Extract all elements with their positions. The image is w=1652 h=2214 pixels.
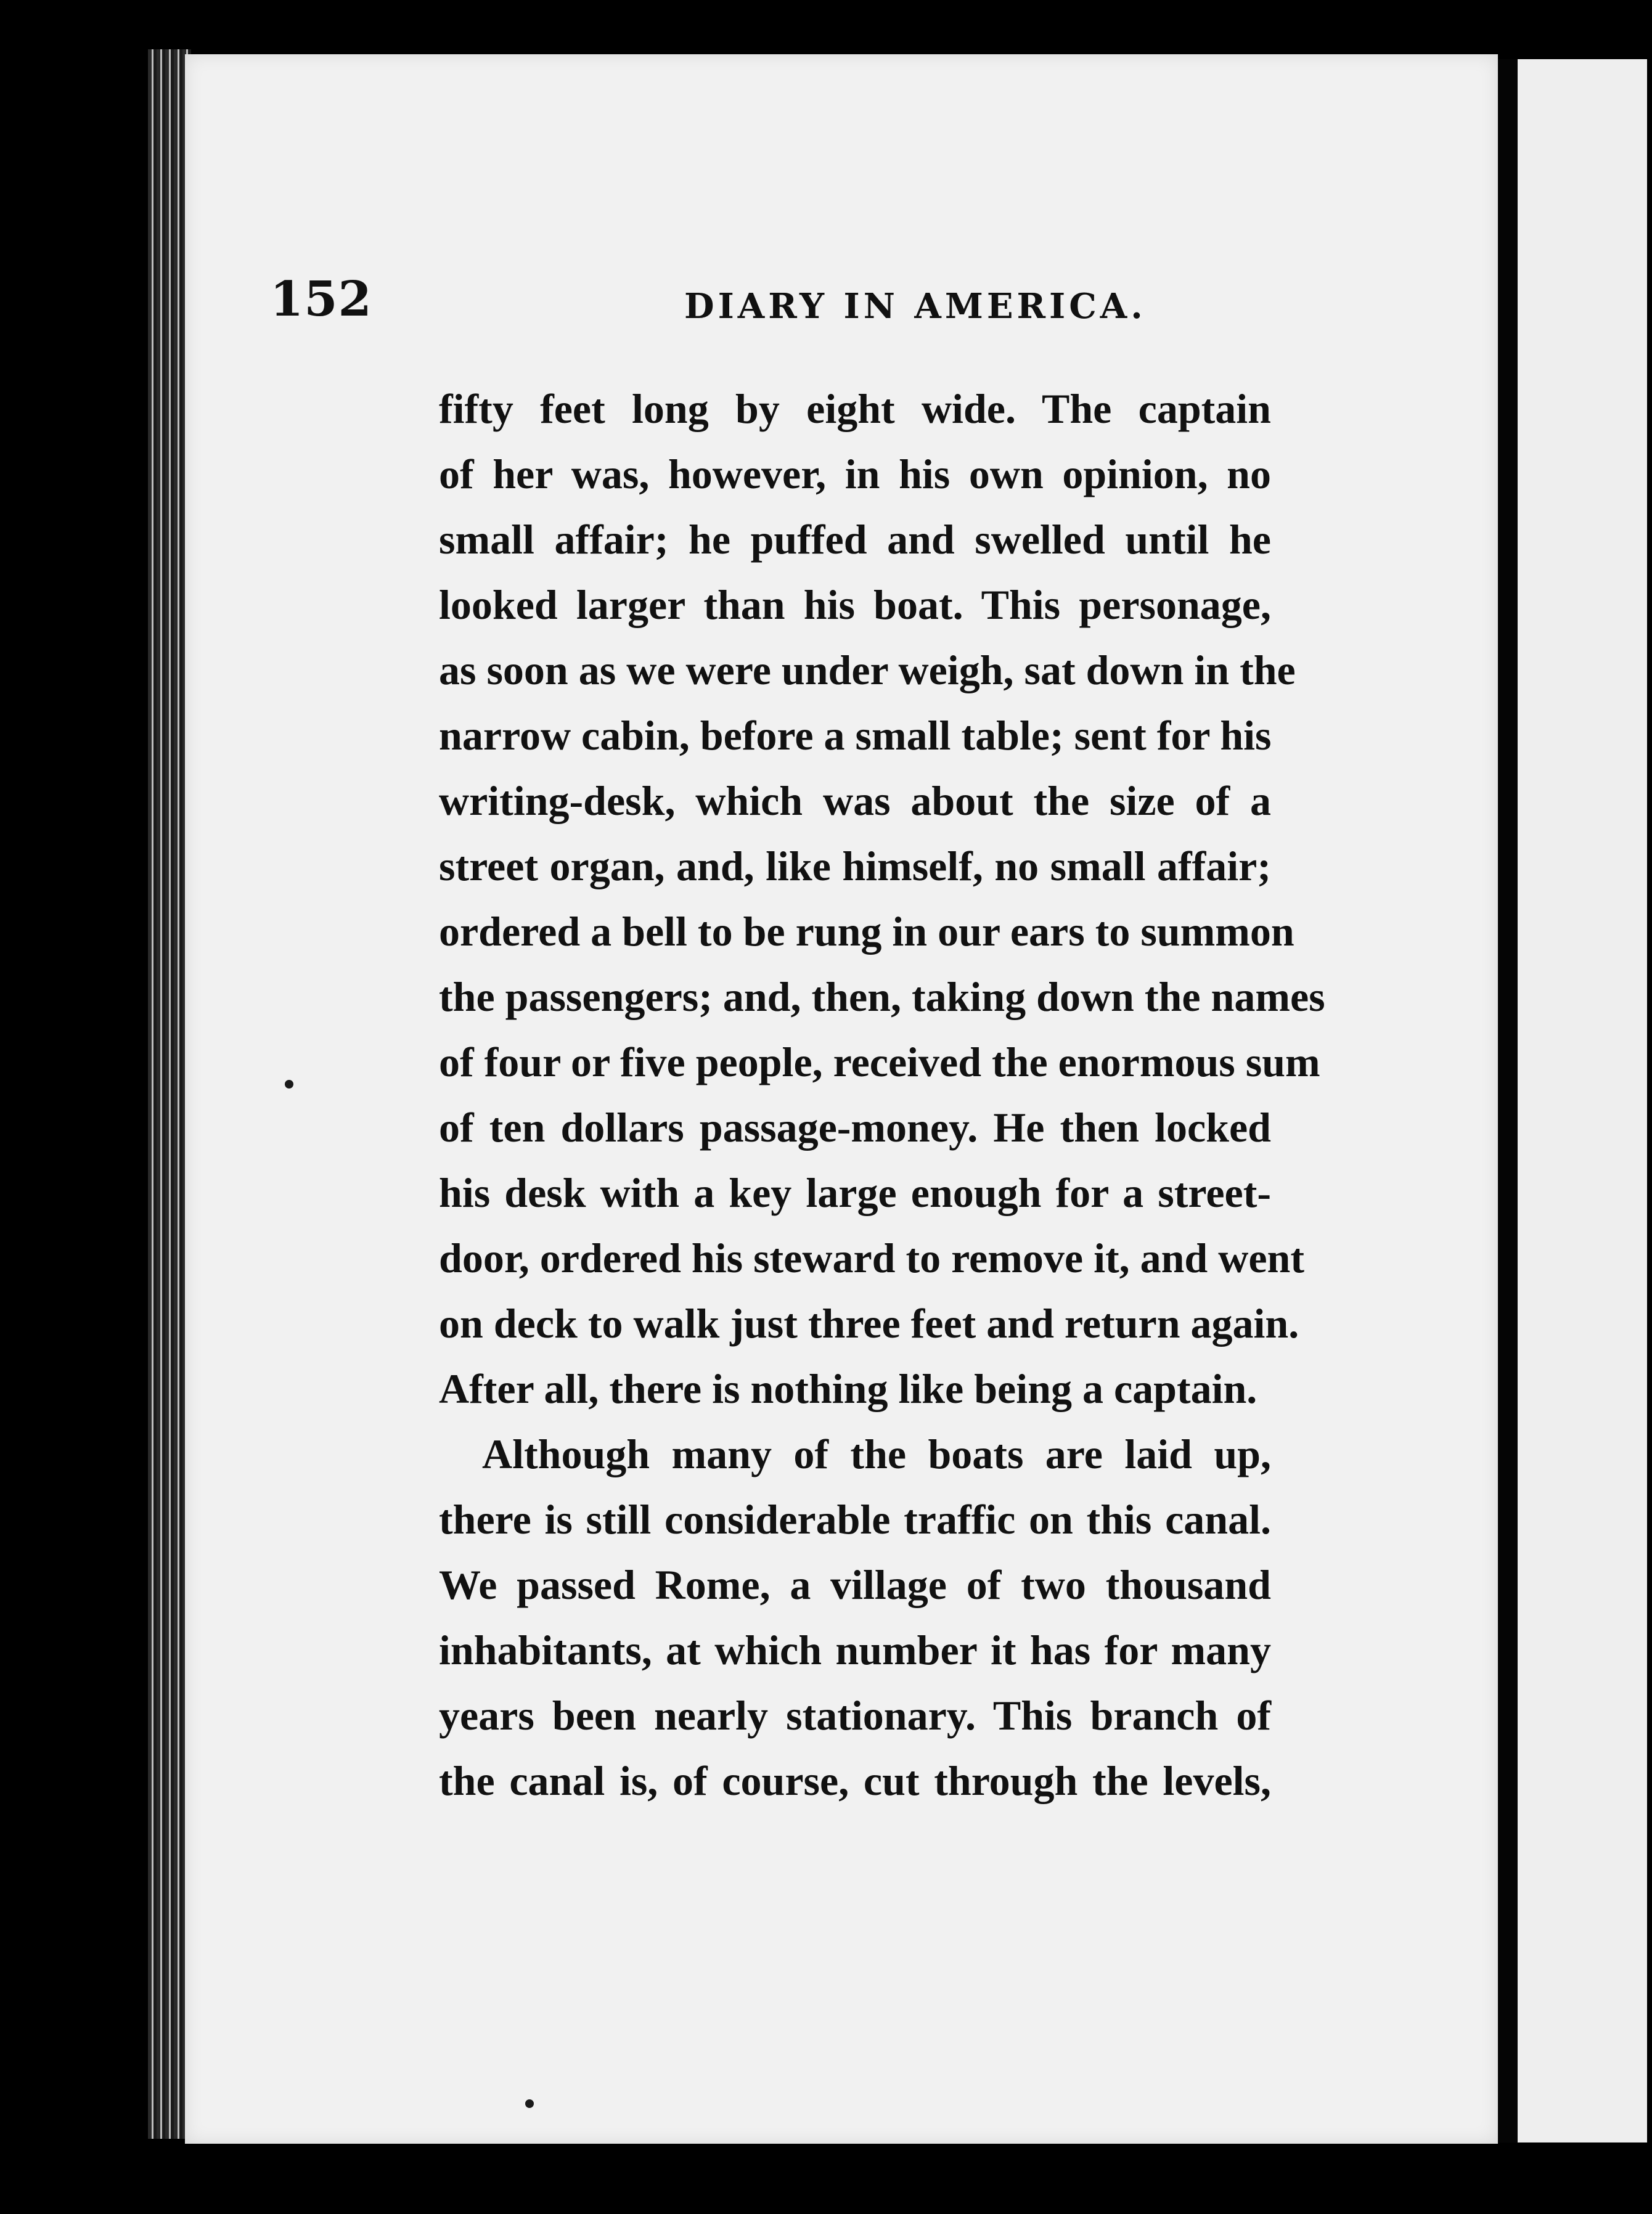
text-line: of four or five people, received the enormous sum: [439, 1039, 1320, 1085]
text-line: Although many of the boats are laid up,: [482, 1431, 1271, 1477]
text-line: of ten dollars passage-money. He then locked: [439, 1104, 1271, 1151]
text-line: his desk with a key large enough for a street-: [439, 1169, 1271, 1216]
text-line: as soon as we were under weigh, sat down in the: [439, 647, 1296, 693]
text-line: years been nearly stationary. This branch of: [439, 1692, 1271, 1739]
text-line: After all, there is nothing like being a captain.: [439, 1365, 1257, 1412]
book-gutter: [1498, 59, 1518, 2143]
running-head: DIARY IN AMERICA.: [684, 286, 1147, 327]
text-line: the passengers; and, then, taking down the names: [439, 973, 1325, 1020]
text-line: writing-desk, which was about the size of a: [439, 777, 1271, 824]
text-line: ordered a bell to be rung in our ears to summon: [439, 908, 1294, 955]
text-line: looked larger than his boat. This personage,: [439, 581, 1271, 628]
text-line: door, ordered his steward to remove it, and went: [439, 1235, 1304, 1281]
paragraph: [439, 1421, 1271, 1813]
text-line: fifty feet long by eight wide. The captain: [439, 385, 1271, 432]
text-line: street organ, and, like himself, no small affair;: [439, 843, 1271, 889]
scan-speck: [285, 1080, 293, 1089]
page-number: 152: [270, 271, 372, 327]
text-line: of her was, however, in his own opinion, no: [439, 451, 1271, 497]
text-line: inhabitants, at which number it has for many: [439, 1627, 1271, 1673]
facing-page-edge: [1518, 59, 1647, 2143]
paragraph: [439, 376, 1325, 1421]
scan-speck: [525, 2099, 534, 2108]
page-header: [270, 271, 1336, 339]
text-line: the canal is, of course, cut through the levels,: [439, 1757, 1271, 1804]
text-line: We passed Rome, a village of two thousand: [439, 1561, 1271, 1608]
body-text: [439, 376, 1325, 1813]
text-line: there is still considerable traffic on this canal.: [439, 1496, 1271, 1543]
text-line: small affair; he puffed and swelled until he: [439, 516, 1271, 563]
text-line: narrow cabin, before a small table; sent for his: [439, 712, 1272, 759]
text-line: on deck to walk just three feet and return again.: [439, 1300, 1299, 1347]
